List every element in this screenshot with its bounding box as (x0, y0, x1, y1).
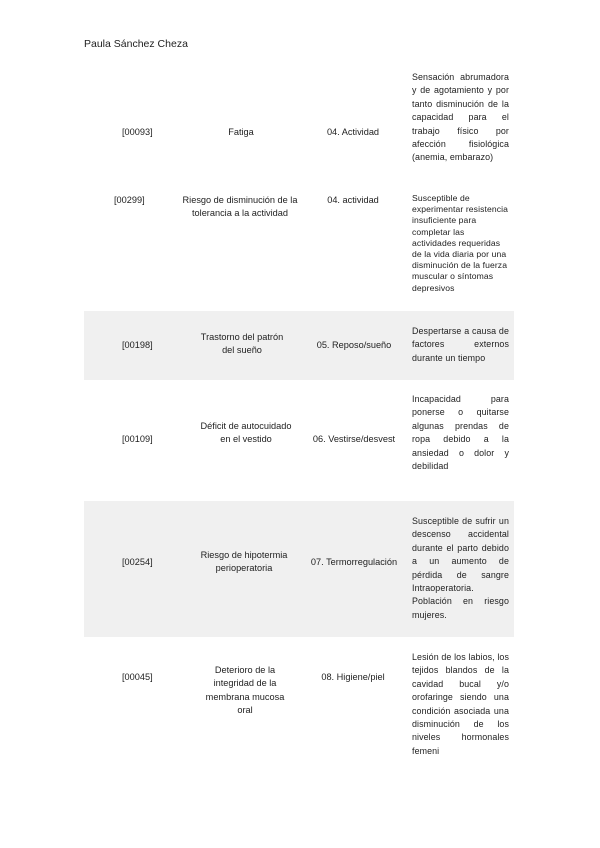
nanda-code: [00254] (122, 557, 153, 567)
domain-label: 07. Termorregulación (310, 557, 398, 567)
diagnosis-label: Deterioro de la integridad de la membrana mucosa oral (205, 665, 285, 715)
diagnosis-label: Trastorno del patrón del sueño (200, 332, 284, 356)
domain-label: 04. actividad (327, 195, 379, 205)
nanda-code: [00109] (122, 434, 153, 444)
diagnosis-description: Lesión de los labios, los tejidos blandos de la cavidad bucal y/o orofaringe siendo una condición asociada una disminución de los niveles hormonales femeni (412, 652, 509, 756)
diagnosis-label: Riesgo de disminución de la tolerancia a la actividad (182, 195, 298, 219)
diagnosis-description: Susceptible de experimentar resistencia insuficiente para completar las actividades requeridas de la vida diaria por una disminución de la fuerza muscular o síntomas depresivos (412, 193, 509, 293)
table-row (84, 501, 514, 637)
diagnosis-label: Déficit de autocuidado en el vestido (200, 421, 292, 445)
diagnosis-description: Despertarse a causa de factores externos durante un tiempo (412, 326, 509, 363)
nanda-code: [00093] (122, 127, 153, 137)
diagnosis-description: Sensación abrumadora y de agotamiento y por tanto disminución de la capacidad para el trabajo físico por afección fisiológica (anemia, embarazo) (412, 72, 509, 163)
nanda-code: [00299] (114, 195, 145, 205)
nanda-code: [00045] (122, 672, 153, 682)
domain-label: 06. Vestirse/desvest (312, 434, 396, 444)
table-row (84, 311, 514, 380)
table-row (84, 66, 514, 184)
diagnosis-label: Riesgo de hipotermia perioperatoria (200, 550, 288, 574)
diagnosis-description: Susceptible de sufrir un descenso accidental durante el parto debido a un aumento de pérdida de sangre Intraoperatoria. Población en riesgo mujeres. (412, 516, 509, 620)
nanda-code: [00198] (122, 340, 153, 350)
author-name: Paula Sánchez Cheza (84, 38, 188, 50)
domain-label: 04. Actividad (326, 127, 380, 137)
domain-label: 05. Reposo/sueño (316, 340, 392, 350)
diagnosis-label: Fatiga (228, 127, 254, 137)
table-row (84, 188, 514, 308)
table-row (84, 640, 514, 780)
diagnosis-description: Incapacidad para ponerse o quitarse algunas prendas de ropa debido a la ansiedad o dolor y debilidad (412, 394, 509, 472)
domain-label: 08. Higiene/piel (321, 672, 385, 682)
table-row (84, 380, 514, 500)
